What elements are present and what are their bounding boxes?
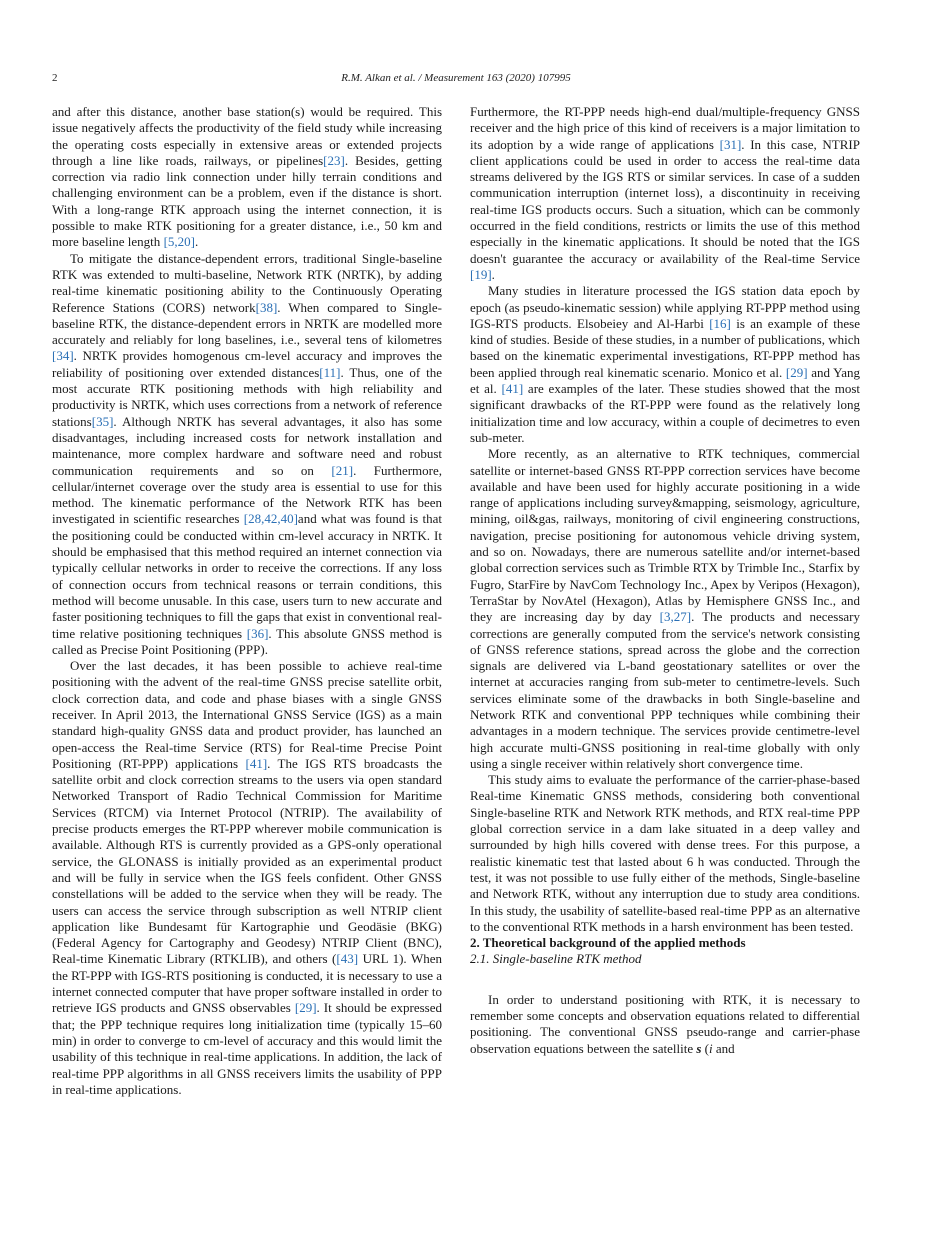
paragraph: Over the last decades, it has been possible to achieve real-time positioning with the advent of the real-time GNSS precise satellite orbit, clock correction data, and code and phase biases with a single GNSS receiver. In April 2013, the International GNSS Service (IGS) as a main standard high-quality GNSS data and product provider, has launched an open-access the Real-time Service (RTS) for Real-time Precise Point Positioning (RT-PPP) applications [41]. The IGS RTS broadcasts the satellite orbit and clock correction streams to the users via open standard Networked Transport of Radio Technical Commission for Maritime Services (RTCM) via Internet Protocol (NTRIP). The availability of precise products emerges the RT-PPP wherever mobile communication is available. Although RTS is currently provided as a GPS-only operational service, the GLONASS is initially provided as an experimental product and will be fully in service when the IGS feels confident. Other GNSS constellations will be added to the service when they will be ready. The users can access the service through subscription as well NTRIP client application like Bundesamt für Kartographie und Geodäsie (BKG) (Federal Agency for Cartography and Geodesy) NTRIP Client (BNC), Real-time Kinematic Library (RTKLIB), and others ([43] URL 1). When the RT-PPP with IGS-RTS positioning is conducted, it is necessary to use a internet connected computer that have proper software installed in order to retrieve IGS products and GNSS observables [29]. It should be expressed that; the PPP technique requires long initialization time (typically 15–60 min) in order to converge to cm-level of accuracy and this would limit the usability of this technique in real-time applications. In addition, the lack of real-time PPP algorithms in all GNSS receivers limits the usability of PPP in real-time applications. [52, 658, 442, 1097]
running-header [52, 72, 860, 88]
citation-link[interactable]: [23] [323, 152, 345, 168]
citation-link[interactable]: [29] [294, 1000, 317, 1016]
paragraph: To mitigate the distance-dependent errors, traditional Single-baseline RTK was extended to multi-baseline, Network RTK (NRTK), by adding real-time kinematic positioning ability to the Continuously Operating Reference Stations (CORS) network[38]. When compared to Single-baseline RTK, the distance-dependent errors in NRTK are modelled more accurately and reliably for long baselines, i.e., several tens of kilometres [34]. NRTK provides homogenous cm-level accuracy and improves the reliability of positioning over extended distances[11]. Thus, one of the most accurate RTK positioning methods with high reliability and productivity is NRTK, which uses corrections from a network of reference stations[35]. Although NRTK has several advantages, it also has some disadvantages, including increased costs for network installation and maintenance, more complex hardware and software need and robust communication requirements and so on [21]. Furthermore, cellular/internet coverage over the study area is essential to use for this method. The kinematic performance of the Network RTK has been investigated in scientific researches [28,42,40]and what was found is that the positioning could be conducted within cm-level accuracy in NRTK. It should be emphasised that this method required an internet connection via typically cellular networks in order to receive the corrections. If any loss of connection occurs from technical reasons or terrain conditions, this method will become unusable. In this case, users turn to new accurate and faster positioning techniques to fill the gaps that exist in conventional real-time relative positioning techniques [36]. This absolute GNSS method is called as Precise Point Positioning (PPP). [52, 250, 443, 657]
citation-link[interactable]: [41] [501, 381, 524, 397]
citation-link[interactable]: [41] [245, 755, 268, 771]
spacer [470, 968, 860, 992]
citation-link[interactable]: [43] [336, 951, 359, 967]
citation-link[interactable]: [31] [719, 136, 742, 152]
subsection-heading: 2.1. Single-baseline RTK method [470, 951, 642, 967]
citation-link[interactable]: [3,27] [659, 609, 692, 625]
paragraph: This study aims to evaluate the performance of the carrier-phase-based Real-time Kinematic GNSS methods, considering both conventional Single-baseline RTK and Network RTK methods, and RTX real-time PPP global correction service in a dam lake situated in a deep valley and surrounded by high hills covered with dense trees. For this purpose, a realistic kinematic test that lasted about 6 h was conducted. Through the test, it was not possible to use fully either of the methods, Single-baseline and Network RTK, without any interruption due to study area conditions. In this study, the usability of satellite-based real-time PPP as an alternative to the conventional RTK methods in a harsh environment has been tested. [470, 772, 860, 934]
right-column [470, 104, 860, 1057]
section-heading: 2. Theoretical background of the applied methods [470, 935, 746, 951]
citation-link[interactable]: [16] [709, 315, 731, 331]
symbol-i: i [709, 1040, 713, 1056]
symbol-s: s [696, 1040, 702, 1056]
left-column [52, 104, 442, 1098]
citation-link[interactable]: [38] [255, 299, 278, 315]
paragraph: and after this distance, another base station(s) would be required. This issue negatively affects the productivity of the field study while increasing the operating costs especially in extensive areas or extended projects through a line like roads, railways, or pipelines[23]. Besides, getting correction via radio link connection under hilly terrain conditions and challenging environment can be a problem, even if the distance is short. With a long-range RTK approach using the internet connection, it is possible to make RTK positioning for a greater distance, i.e., 50 km and more baseline length [5,20]. [52, 104, 442, 250]
citation-link[interactable]: [34] [52, 348, 74, 364]
paragraph: More recently, as an alternative to RTK techniques, commercial satellite or internet-based GNSS RT-PPP correction services have become available and have been used for highly accurate positioning in a wide range of applications including survey&mapping, seismology, agriculture, mining, oil&gas, railways, monitoring of civil engineering constructions, navigation, precise positioning for autonomous vehicle driving system, and so on. Nowadays, there are numerous satellite and/or internet-based global correction services such as Trimble RTX by Trimble Inc., Starfix by Fugro, StarFire by NavCom Technology Inc., Apex by Veripos (Hexagon), TerraStar by NovAtel (Hexagon), Atlas by Hemisphere GNSS Inc., and they are increasing day by day [3,27]. The products and necessary corrections are generally computed from the service's network consisting of GNSS reference stations, spread across the globe and the correction signals are delivered via L-band geostationary satellites or over the internet at accuracies ranging from sub-meter to centimetre-levels. Such services eliminate some of the drawbacks in both Single-baseline and Network RTK and conventional PPP techniques while combining their advantages in a modern technique. The services provide centimetre-level high accurate multi-GNSS positioning in real-time globally with only using a single receiver within relatively short convergence time. [470, 446, 860, 771]
paragraph: Many studies in literature processed the IGS station data epoch by epoch (as pseudo-kinematic session) while applying RT-PPP method using IGS-RTS products. Elsobeiey and Al-Harbi [16] is an example of these kind of studies. Beside of these studies, in a number of publications, which based on the kinematic experimental investigations, RT-PPP method has been applied through real kinematic scenario. Monico et al. [29] and Yang et al. [41] are examples of the later. These studies showed that the most significant drawbacks of the RT-PPP were found as the relatively long initialization time and low accuracy, within a couple of decimetres to even sub-meter. [470, 283, 861, 445]
citation-link[interactable]: [29] [785, 364, 808, 380]
citation-link[interactable]: [11] [319, 364, 341, 380]
journal-reference: R.M. Alkan et al. / Measurement 163 (2020) 107995 [341, 72, 571, 84]
citation-link[interactable]: [5,20] [163, 234, 195, 250]
citation-link[interactable]: [21] [331, 462, 354, 478]
paragraph: In order to understand positioning with RTK, it is necessary to remember some concepts and observation equations related to differential positioning. The conventional GNSS pseudo-range and carrier-phase observation equations between the satellite s (i and [470, 991, 860, 1056]
citation-link[interactable]: [35] [91, 413, 114, 429]
citation-link[interactable]: [19] [470, 266, 492, 282]
citation-link[interactable]: [28,42,40] [243, 511, 298, 527]
page-number: 2 [52, 72, 58, 84]
paragraph: Furthermore, the RT-PPP needs high-end dual/multiple-frequency GNSS receiver and the high price of this kind of receivers is a major limitation to its adoption by a wide range of applications [31]. In this case, NTRIP client applications could be used in order to access the real-time data streams delivered by the IGS RTS or similar services. In case of a sudden communication interruption (internet loss), a discontinuity in receiving real-time IGS products occurs. Such a situation, which can be commonly occurred in the field conditions, restricts or limits the use of this method especially in the kinematic applications. It should be noted that the IGS doesn't guarantee the accuracy or availability of the Real-time Service [19]. [470, 104, 860, 282]
citation-link[interactable]: [36] [246, 625, 269, 641]
